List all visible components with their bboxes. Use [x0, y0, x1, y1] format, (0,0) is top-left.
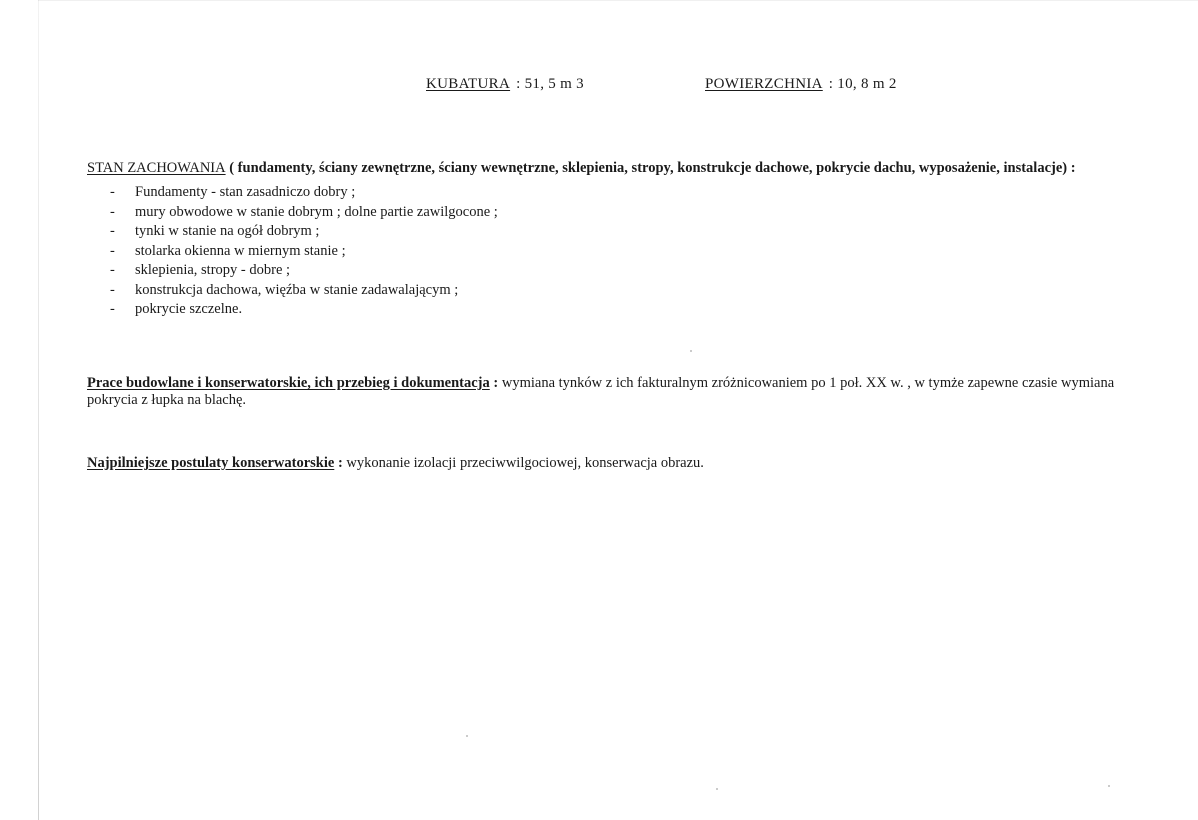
postulaty-heading: Najpilniejsze postulaty konserwatorskie	[87, 455, 335, 471]
postulaty-colon: :	[334, 455, 347, 471]
list-item-text: pokrycie szczelne.	[135, 301, 243, 317]
list-item: - sklepienia, stropy - dobre ;	[110, 262, 291, 278]
powierzchnia-label: POWIERZCHNIA	[705, 76, 823, 92]
stan-heading: STAN ZACHOWANIA	[87, 160, 226, 176]
postulaty-text: wykonanie izolacji przeciwwilgociowej, konserwacja obrazu.	[346, 455, 704, 471]
scan-speck	[716, 788, 718, 790]
list-item-text: stolarka okienna w miernym stanie ;	[135, 242, 346, 259]
stan-subheading: ( fundamenty, ściany zewnętrzne, ściany wewnętrzne, sklepienia, stropy, konstrukcje dachowe, pokrycie dachu, wyposażenie, instalacje) :	[225, 160, 1076, 176]
list-item-text: mury obwodowe w stanie dobrym ; dolne partie zawilgocone ;	[135, 203, 498, 220]
kubatura-value: : 51, 5 m 3	[516, 76, 584, 92]
powierzchnia-value: : 10, 8 m 2	[828, 76, 897, 92]
prace-section	[87, 375, 1137, 409]
list-item-text: tynki w stanie na ogół dobrym ;	[135, 223, 320, 239]
condition-list	[87, 183, 1137, 320]
list-item-text: konstrukcja dachowa, więźba w stanie zadawalającym ;	[135, 281, 459, 298]
list-item: - Fundamenty - stan zasadniczo dobry ;	[110, 184, 356, 200]
prace-heading: Prace budowlane i konserwatorskie, ich przebieg i dokumentacja	[87, 375, 490, 391]
prace-text: wymiana tynków z ich fakturalnym zróżnicowaniem po 1 poł. XX w. , w tymże zapewne czasie wymiana pokrycia z łupka na blachę.	[87, 375, 1115, 408]
scan-speck	[690, 350, 692, 352]
stan-zachowania-section	[87, 160, 1137, 320]
prace-colon: :	[489, 375, 502, 391]
scan-speck	[466, 735, 468, 737]
scan-edge-left	[38, 0, 39, 820]
list-item: - tynki w stanie na ogół dobrym ;	[110, 223, 320, 239]
postulaty-section	[87, 455, 1137, 472]
list-item: - konstrukcja dachowa, więźba w stanie zadawalającym ;	[110, 281, 459, 298]
scan-speck	[1108, 785, 1110, 787]
kubatura-label: KUBATURA	[426, 76, 511, 92]
stan-heading-line	[87, 160, 1137, 177]
powierzchnia-measure	[705, 76, 897, 93]
list-item-text: sklepienia, stropy - dobre ;	[135, 262, 291, 278]
list-item: - pokrycie szczelne.	[110, 301, 243, 317]
list-item: - stolarka okienna w miernym stanie ;	[110, 242, 346, 259]
kubatura-measure	[426, 76, 584, 93]
list-item-text: Fundamenty - stan zasadniczo dobry ;	[135, 184, 356, 200]
scan-edge-top	[38, 0, 1198, 1]
list-item: - mury obwodowe w stanie dobrym ; dolne partie zawilgocone ;	[110, 203, 498, 220]
